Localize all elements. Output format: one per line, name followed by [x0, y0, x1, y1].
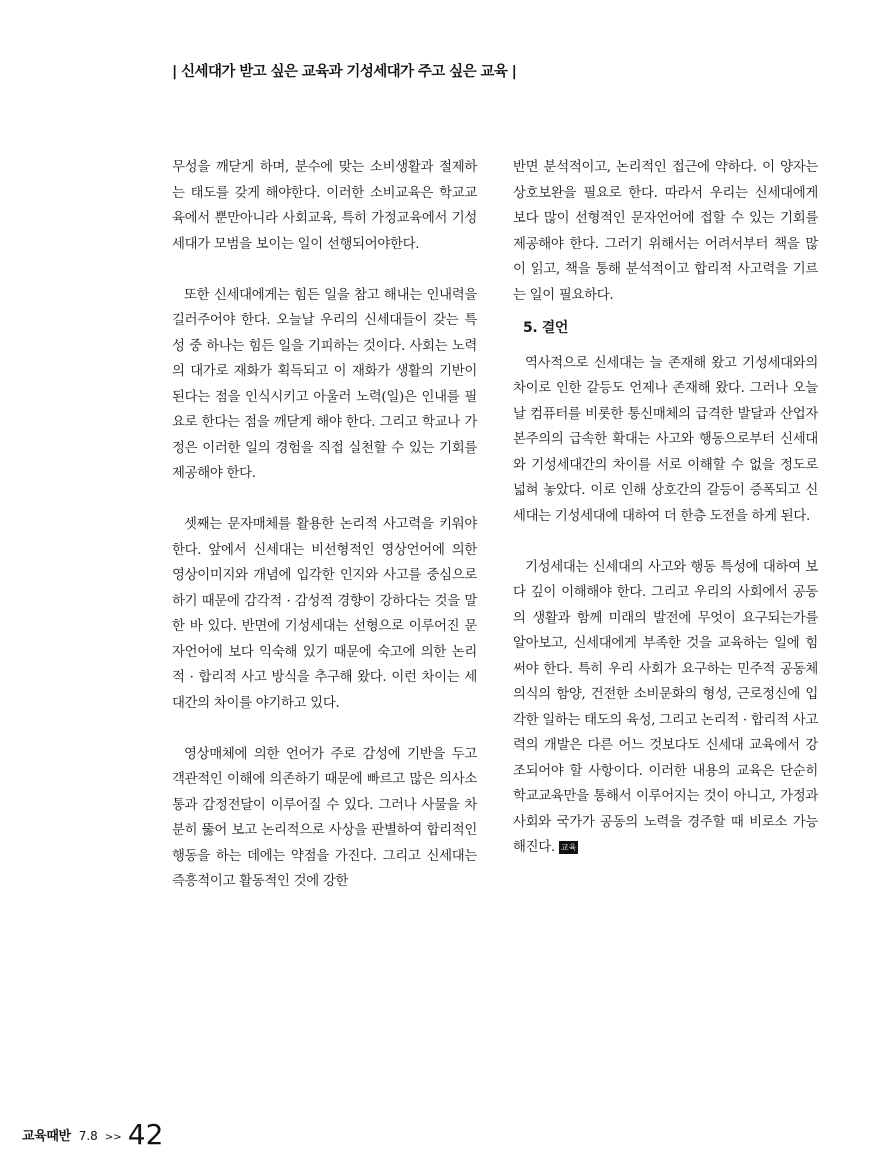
page-number: 42 [127, 1118, 164, 1151]
issue-number: 7.8 [78, 1129, 98, 1143]
paragraph: 반면 분석적이고, 논리적인 접근에 약하다. 이 양자는 상호보완을 필요로 한다. 따라서 우리는 신세대에게 보다 많이 선형적인 문자언어에 접할 수 있는 기회를 제공해야 한다. 그러기 위해서는 어려서부터 책을 많이 읽고, 책을 통해 분석적이고 합리적 사고력을 기르는 일이 필요하다. [513, 160, 818, 303]
section-heading: 5. 결언 [523, 320, 568, 336]
arrow-glyph: >> [104, 1132, 122, 1143]
left-column [172, 155, 477, 895]
running-header: | 신세대가 받고 싶은 교육과 기성세대가 주고 싶은 교육 | [172, 64, 517, 80]
right-column [513, 155, 818, 861]
paragraph: 또한 신세대에게는 힘든 일을 참고 해내는 인내력을 길러주어야 한다. 오늘날 우리의 신세대들이 갖는 특성 중 하나는 힘든 일을 기피하는 것이다. 사회는 노력의 대가로 재화가 획득되고 이 재화가 생활의 기반이 된다는 점을 인식시키고 아울러 노력(일)은 인내를 필요로 한다는 점을 깨닫게 해야 한다. 그리고 학교나 가정은 이러한 일의 경험을 직접 실천할 수 있는 기회를 제공해야 한다. [172, 287, 477, 481]
paragraph [513, 555, 818, 861]
paragraph: 무성을 깨닫게 하며, 분수에 맞는 소비생활과 절제하는 태도를 갖게 해야한다. 이러한 소비교육은 학교교육에서 뿐만아니라 사회교육, 특히 가정교육에서 기성세대가 모범을 보이는 일이 선행되어야한다. [172, 160, 477, 252]
paragraph-text: 기성세대는 신세대의 사고와 행동 특성에 대하여 보다 깊이 이해해야 한다. 그리고 우리의 사회에서 공동의 생활과 함께 미래의 발전에 무엇이 요구되는가를 알아보고, 신세대에게 부족한 것을 교육하는 일에 힘써야 한다. 특히 우리 사회가 요구하는 민주적 공동체 의식의 함양, 건전한 소비문화의 형성, 근로정신에 입각한 일하는 태도의 육성, 그리고 논리적 · 합리적 사고력의 개발은 다른 어느 것보다도 신세대 교육에서 강조되어야 할 사항이다. 이러한 내용의 교육은 단순히 학교교육만을 통해서 이루어지는 것이 아니고, 가정과 사회와 국가가 공동의 노력을 경주할 때 비로소 가능해진다. [513, 559, 818, 855]
magazine-name: 교육때반 [22, 1129, 71, 1144]
end-mark-icon: 교육 [560, 843, 577, 852]
paragraph: 역사적으로 신세대는 늘 존재해 왔고 기성세대와의 차이로 인한 갈등도 언제나 존재해 왔다. 그러나 오늘날 컴퓨터를 비롯한 통신매체의 급격한 발달과 산업자본주의의 급속한 확대는 사고와 행동으로부터 신세대와 기성세대간의 차이를 서로 이해할 수 없을 정도로 넓혀 놓았다. 이로 인해 상호간의 갈등이 증폭되고 신세대는 기성세대에 대하여 더 한층 도전을 하게 된다. [513, 355, 818, 524]
page-footer [22, 1118, 163, 1151]
paragraph: 영상매체에 의한 언어가 주로 감성에 기반을 두고 객관적인 이해에 의존하기 때문에 빠르고 많은 의사소통과 감정전달이 이루어질 수 있다. 그러나 사물을 차분히 뚫어 보고 논리적으로 사상을 판별하여 합리적인 행동을 하는 데에는 약점을 가진다. 그리고 신세대는 즉흥적이고 활동적인 것에 강한 [172, 746, 477, 889]
paragraph: 셋째는 문자매체를 활용한 논리적 사고력을 키워야 한다. 앞에서 신세대는 비선형적인 영상언어에 의한 영상이미지와 개념에 입각한 인지와 사고를 중심으로 하기 때문에 감각적 · 감성적 경향이 강하다는 것을 말한 바 있다. 반면에 기성세대는 선형으로 이루어진 문자언어에 보다 익숙해 있기 때문에 숙고에 의한 논리적 · 합리적 사고 방식을 추구해 왔다. 이런 차이는 세대간의 차이를 야기하고 있다. [172, 517, 477, 711]
